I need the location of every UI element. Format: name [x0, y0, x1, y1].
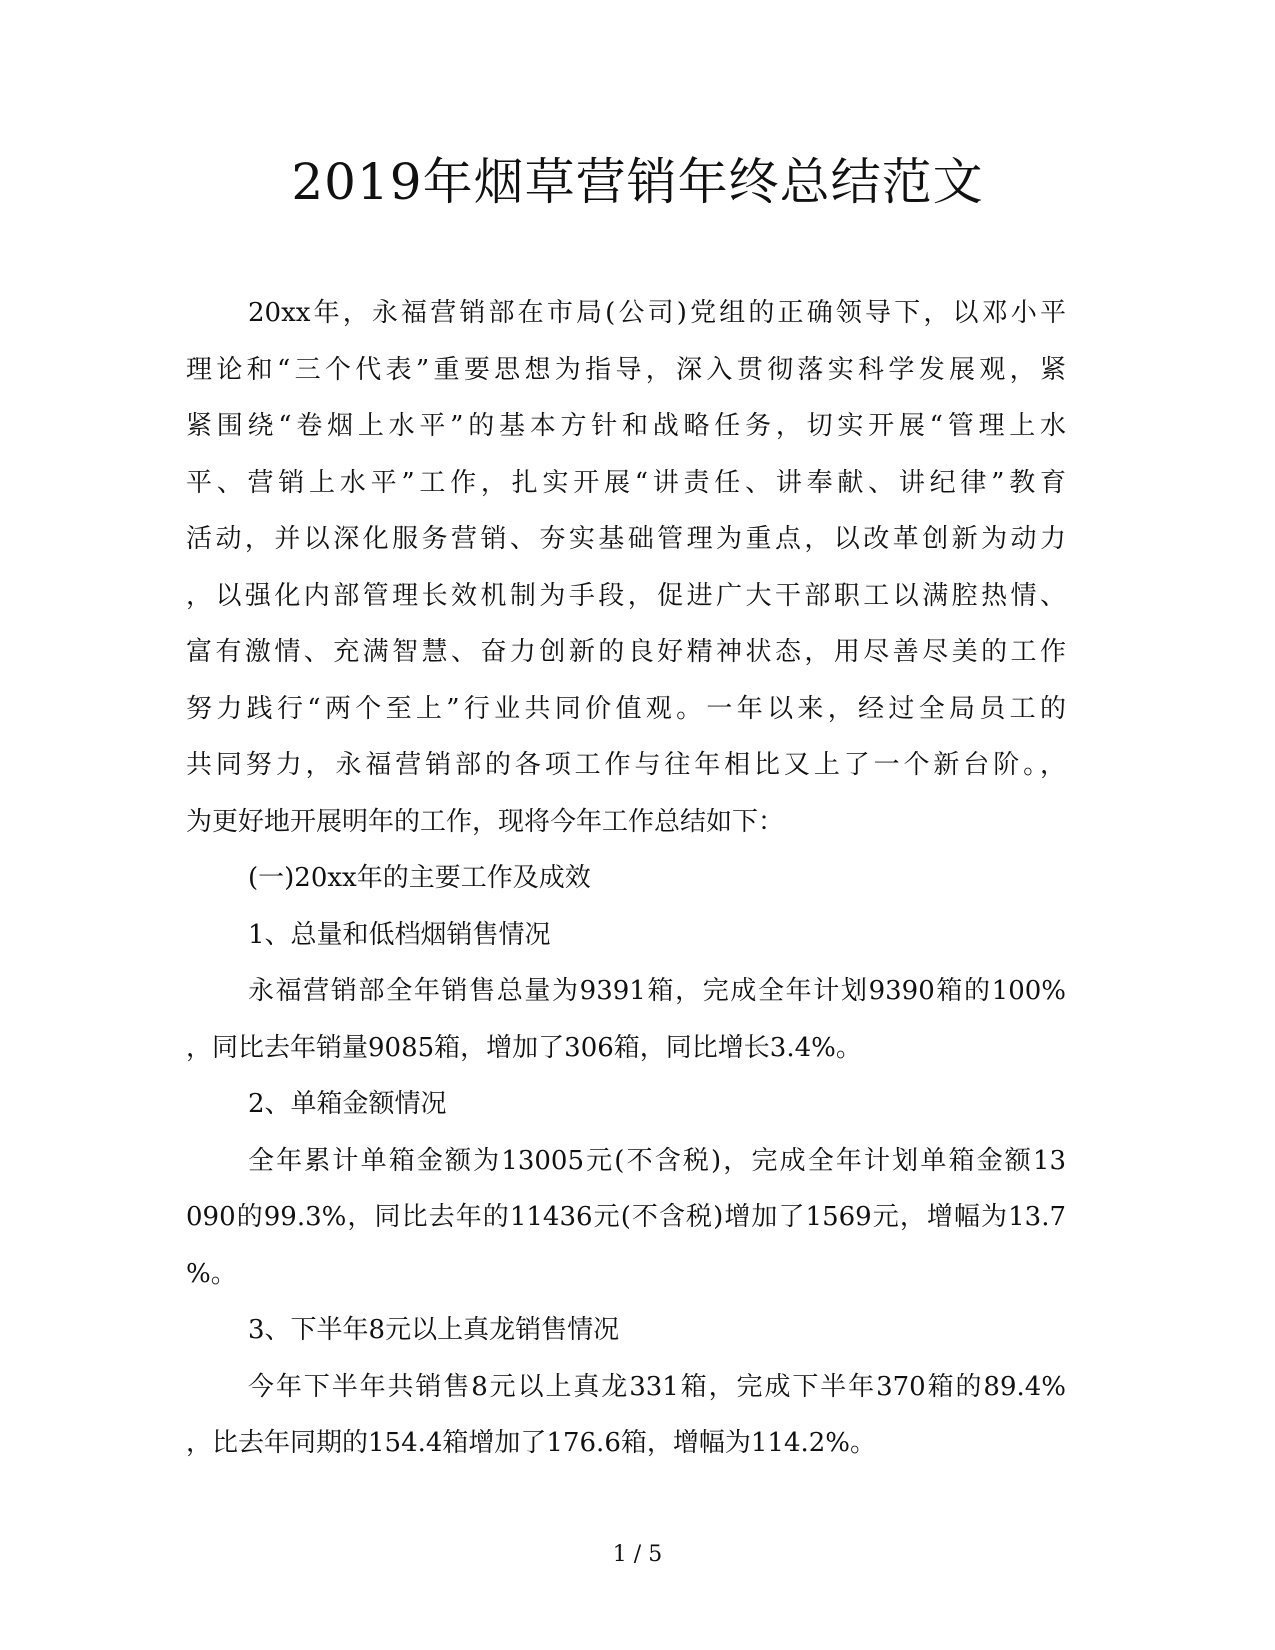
text-line: 1、总量和低档烟销售情况 [248, 919, 551, 950]
paragraph-3 [186, 1359, 1066, 1472]
paragraph-1 [186, 963, 1066, 1076]
document-title: 2019年烟草营销年终总结范文 [291, 153, 984, 211]
text-line: ，同比去年销量9085箱，增加了306箱，同比增长3.4%。 [186, 1032, 862, 1063]
text-line: 全年累计单箱金额为13005元(不含税)，完成全年计划单箱金额13 [248, 1145, 1066, 1176]
paragraph-2 [186, 1133, 1066, 1303]
text-line: 今年下半年共销售8元以上真龙331箱，完成下半年370箱的89.4% [248, 1371, 1066, 1402]
subsection-heading-2 [186, 1076, 1066, 1133]
text-line: 090的99.3%，同比去年的11436元(不含税)增加了1569元，增幅为13.7 [186, 1202, 1066, 1232]
text-line: 共同努力，永福营销部的各项工作与往年相比又上了一个新台阶。， [186, 750, 1066, 780]
text-line: 20xx年，永福营销部在市局(公司)党组的正确领导下，以邓小平 [248, 298, 1066, 328]
paragraph-intro [186, 285, 1066, 850]
text-line: 永福营销部全年销售总量为9391箱，完成全年计划9390箱的100% [248, 976, 1066, 1006]
document-body [186, 285, 1066, 1472]
text-line: 理论和“三个代表”重要思想为指导，深入贯彻落实科学发展观，紧 [186, 354, 1066, 385]
text-line: 2、单箱金额情况 [248, 1089, 447, 1119]
text-line: 3、下半年8元以上真龙销售情况 [248, 1315, 620, 1345]
section-heading [186, 850, 1066, 907]
text-line: ，以强化内部管理长效机制为手段，促进广大干部职工以满腔热情、 [186, 580, 1066, 611]
subsection-heading-3 [186, 1302, 1066, 1359]
text-line: (一)20xx年的主要工作及成效 [248, 863, 591, 893]
text-line: 紧围绕“卷烟上水平”的基本方针和战略任务，切实开展“管理上水 [186, 411, 1066, 441]
subsection-heading-1 [186, 907, 1066, 964]
text-line: 富有激情、充满智慧、奋力创新的良好精神状态，用尽善尽美的工作 [186, 637, 1066, 667]
text-line: 活动，并以深化服务营销、夯实基础管理为重点，以改革创新为动力 [186, 524, 1066, 554]
text-line: 努力践行“两个至上”行业共同价值观。一年以来，经过全局员工的 [186, 693, 1066, 724]
page-number: 1 / 5 [612, 1542, 663, 1567]
text-line: ，比去年同期的154.4箱增加了176.6箱，增幅为114.2%。 [186, 1428, 877, 1458]
text-line: %。 [186, 1258, 237, 1289]
text-line: 为更好地开展明年的工作，现将今年工作总结如下： [186, 806, 785, 837]
text-line: 平、营销上水平”工作，扎实开展“讲责任、讲奉献、讲纪律”教育 [186, 467, 1066, 498]
